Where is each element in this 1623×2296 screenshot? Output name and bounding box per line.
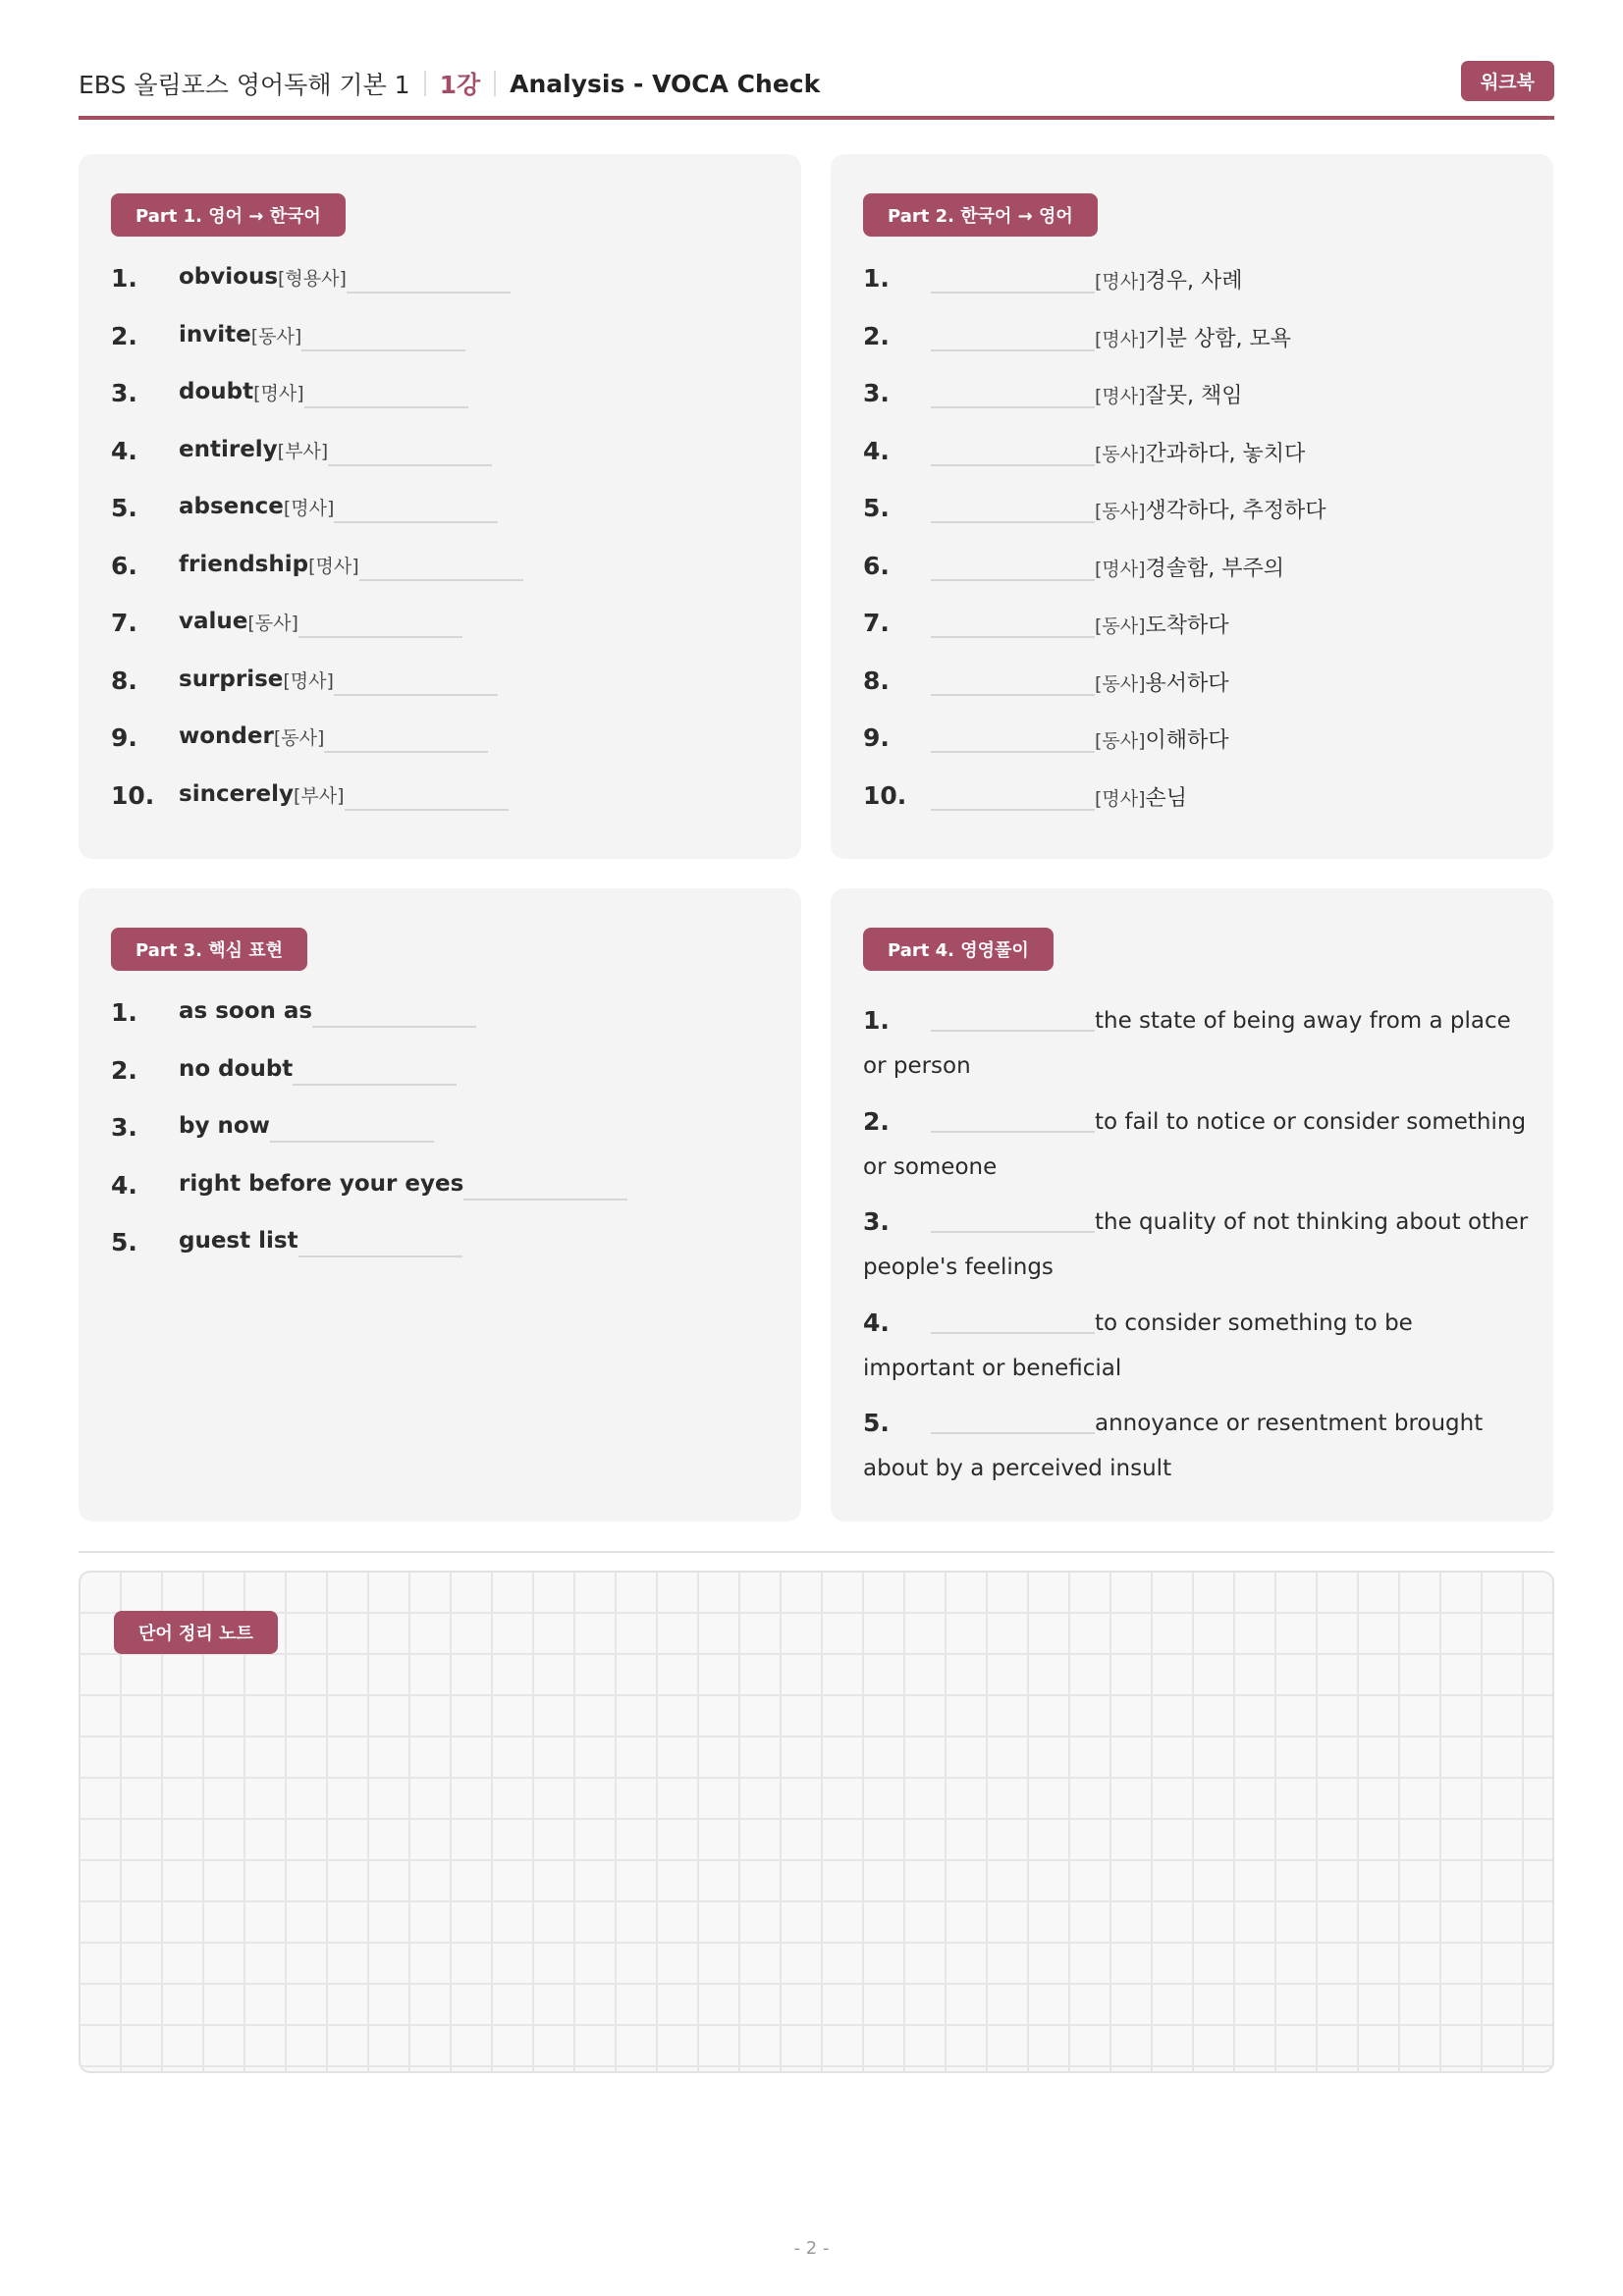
item-number: 5.	[863, 1409, 890, 1437]
item-number: 2.	[863, 1106, 890, 1136]
item-number: 3.	[863, 379, 890, 407]
key-phrase: guest list	[179, 1228, 298, 1254]
item-number: 6.	[863, 551, 890, 580]
list-item	[863, 264, 1531, 322]
workbook-badge: 워크북	[1461, 61, 1554, 101]
answer-blank[interactable]	[359, 552, 523, 581]
part1-list	[111, 264, 779, 838]
part-of-speech: [명사]	[1095, 386, 1146, 407]
answer-blank[interactable]	[304, 379, 468, 408]
list-item	[111, 264, 779, 322]
meaning-text: 경솔함, 부주의	[1145, 556, 1285, 581]
part-of-speech: [명사]	[283, 498, 335, 519]
part-of-speech: [동사]	[1095, 672, 1146, 695]
part4-list	[863, 998, 1531, 1502]
korean-meaning	[1095, 667, 1229, 697]
answer-blank[interactable]	[931, 494, 1095, 523]
list-item	[111, 552, 779, 610]
part-of-speech: [명사]	[1095, 558, 1146, 580]
answer-blank[interactable]	[328, 437, 492, 466]
part1-label: Part 1. 영어 → 한국어	[111, 193, 346, 237]
list-item	[863, 1401, 1531, 1502]
meaning-text: 손님	[1145, 785, 1188, 811]
part-of-speech: [명사]	[1095, 328, 1146, 350]
part3-list	[111, 998, 779, 1286]
answer-blank[interactable]	[293, 1056, 457, 1086]
korean-meaning	[1095, 264, 1243, 294]
list-item	[863, 322, 1531, 380]
answer-blank[interactable]	[298, 609, 462, 638]
part-of-speech: [부사]	[277, 440, 329, 462]
answer-blank[interactable]	[931, 781, 1095, 811]
answer-blank[interactable]	[931, 723, 1095, 753]
korean-meaning	[1095, 723, 1229, 754]
item-number: 8.	[111, 666, 137, 695]
english-definition: annoyance or resentment brought about by a perceived insult	[863, 1411, 1484, 1481]
list-item	[111, 998, 779, 1056]
answer-blank[interactable]	[301, 322, 465, 351]
part-of-speech: [동사]	[250, 325, 302, 347]
list-item	[111, 723, 779, 781]
item-number: 2.	[111, 321, 137, 350]
answer-blank[interactable]	[931, 609, 1095, 638]
item-number: 1.	[111, 998, 137, 1027]
section-divider	[79, 1551, 1554, 1553]
item-number: 5.	[111, 494, 137, 522]
part4-panel	[831, 888, 1553, 1522]
part-of-speech: [동사]	[1095, 443, 1146, 465]
answer-blank[interactable]	[931, 1200, 1095, 1233]
item-number: 6.	[111, 551, 137, 580]
list-item	[111, 1056, 779, 1114]
part-of-speech: [동사]	[1095, 615, 1146, 637]
answer-blank[interactable]	[334, 494, 498, 523]
list-item	[863, 1301, 1531, 1402]
answer-blank[interactable]	[931, 552, 1095, 581]
item-number: 4.	[863, 1308, 890, 1337]
part-of-speech: [동사]	[247, 613, 298, 634]
korean-meaning	[1095, 379, 1243, 409]
part-of-speech: [동사]	[273, 727, 325, 749]
page-title: Analysis - VOCA Check	[510, 69, 821, 98]
list-item	[863, 998, 1531, 1099]
part1-panel	[79, 154, 801, 859]
answer-blank[interactable]	[347, 264, 511, 294]
item-number: 4.	[863, 436, 890, 465]
part3-panel	[79, 888, 801, 1522]
meaning-text: 기분 상함, 모욕	[1145, 326, 1292, 351]
english-definition: to fail to notice or consider something or someone	[863, 1108, 1527, 1180]
list-item	[111, 494, 779, 552]
list-item	[111, 1113, 779, 1171]
item-number: 1.	[863, 264, 890, 293]
item-number: 5.	[111, 1228, 137, 1256]
list-item	[863, 723, 1531, 781]
meaning-text: 경우, 사례	[1145, 269, 1243, 294]
item-number: 7.	[863, 609, 890, 637]
vocab-word: invite	[179, 321, 251, 347]
part-of-speech: [동사]	[1095, 501, 1146, 522]
item-number: 3.	[111, 1113, 137, 1142]
part-of-speech: [동사]	[1095, 730, 1146, 752]
vocab-word: sincerely	[179, 780, 294, 807]
header-breadcrumb	[79, 66, 820, 101]
item-number: 9.	[863, 723, 890, 752]
answer-blank[interactable]	[931, 437, 1095, 466]
part3-label: Part 3. 핵심 표현	[111, 928, 307, 971]
list-item	[863, 609, 1531, 667]
list-item	[111, 609, 779, 667]
item-number: 1.	[111, 264, 137, 293]
vocab-word: entirely	[179, 436, 278, 462]
vocab-note-grid[interactable]	[79, 1571, 1554, 2073]
item-number: 9.	[111, 723, 137, 752]
item-number: 4.	[111, 1170, 137, 1200]
list-item	[111, 667, 779, 724]
list-item	[111, 1228, 779, 1286]
lesson-number: 1강	[439, 71, 481, 99]
header-separator	[494, 71, 496, 96]
key-phrase: right before your eyes	[179, 1170, 464, 1197]
list-item	[863, 379, 1531, 437]
answer-blank[interactable]	[931, 998, 1095, 1032]
list-item	[863, 552, 1531, 610]
english-definition: the state of being away from a place or person	[863, 1008, 1511, 1079]
meaning-text: 이해하다	[1145, 728, 1229, 753]
part-of-speech: [명사]	[253, 383, 304, 404]
item-number: 1.	[863, 1006, 890, 1035]
korean-meaning	[1095, 552, 1284, 582]
key-phrase: as soon as	[179, 998, 313, 1024]
list-item	[863, 667, 1531, 724]
part-of-speech: [부사]	[294, 784, 345, 807]
list-item	[111, 437, 779, 495]
list-item	[111, 781, 779, 839]
vocab-word: friendship	[179, 551, 309, 577]
list-item	[863, 1200, 1531, 1301]
answer-blank[interactable]	[463, 1171, 627, 1201]
korean-meaning	[1095, 609, 1229, 639]
header-separator	[424, 71, 426, 96]
korean-meaning	[1095, 322, 1291, 352]
key-phrase: by now	[179, 1113, 270, 1139]
item-number: 7.	[111, 609, 137, 637]
list-item	[863, 494, 1531, 552]
part-of-speech: [명사]	[1095, 787, 1146, 810]
note-label: 단어 정리 노트	[114, 1611, 278, 1654]
part2-label: Part 2. 한국어 → 영어	[863, 193, 1098, 237]
part-of-speech: [형용사]	[278, 268, 347, 290]
list-item	[863, 437, 1531, 495]
meaning-text: 용서하다	[1145, 670, 1229, 696]
answer-blank[interactable]	[312, 998, 476, 1028]
answer-blank[interactable]	[334, 667, 498, 696]
answer-blank[interactable]	[931, 379, 1095, 408]
meaning-text: 간과하다, 놓치다	[1145, 441, 1306, 466]
english-definition: the quality of not thinking about other people's feelings	[863, 1209, 1529, 1280]
answer-blank[interactable]	[931, 667, 1095, 696]
answer-blank[interactable]	[931, 322, 1095, 351]
item-number: 2.	[111, 1055, 137, 1085]
answer-blank[interactable]	[931, 1301, 1095, 1334]
answer-blank[interactable]	[270, 1113, 434, 1143]
vocab-word: absence	[179, 494, 284, 519]
answer-blank[interactable]	[298, 1228, 462, 1257]
vocab-word: value	[179, 609, 248, 634]
list-item	[111, 379, 779, 437]
item-number: 10.	[111, 780, 155, 810]
list-item	[863, 781, 1531, 839]
key-phrase: no doubt	[179, 1055, 294, 1082]
vocab-word: doubt	[179, 379, 254, 404]
answer-blank[interactable]	[931, 1401, 1095, 1434]
list-item	[111, 1171, 779, 1229]
part4-label: Part 4. 영영풀이	[863, 928, 1054, 971]
answer-blank[interactable]	[324, 723, 488, 753]
part2-panel	[831, 154, 1553, 859]
part-of-speech: [명사]	[308, 555, 359, 577]
item-number: 10.	[863, 780, 907, 810]
answer-blank[interactable]	[931, 1099, 1095, 1133]
item-number: 4.	[111, 436, 137, 465]
korean-meaning	[1095, 437, 1305, 467]
list-item	[111, 322, 779, 380]
answer-blank[interactable]	[345, 781, 509, 811]
part-of-speech: [명사]	[283, 669, 334, 692]
vocab-word: wonder	[179, 723, 274, 749]
page-header	[79, 61, 1554, 120]
item-number: 8.	[863, 666, 890, 695]
book-title: EBS 올림포스 영어독해 기본 1	[79, 71, 410, 99]
page-number: - 2 -	[793, 2238, 830, 2259]
vocab-word: surprise	[179, 666, 284, 692]
item-number: 2.	[863, 321, 890, 350]
item-number: 3.	[863, 1207, 890, 1236]
item-number: 5.	[863, 494, 890, 522]
meaning-text: 도착하다	[1145, 614, 1229, 638]
meaning-text: 생각하다, 추정하다	[1145, 499, 1326, 523]
list-item	[863, 1099, 1531, 1201]
korean-meaning	[1095, 781, 1187, 812]
meaning-text: 잘못, 책임	[1145, 384, 1243, 408]
answer-blank[interactable]	[931, 264, 1095, 294]
vocab-word: obvious	[179, 264, 279, 290]
part-of-speech: [명사]	[1095, 271, 1146, 293]
korean-meaning	[1095, 494, 1326, 524]
item-number: 3.	[111, 379, 137, 407]
english-definition: to consider something to be important or beneficial	[863, 1309, 1413, 1381]
part2-list	[863, 264, 1531, 838]
